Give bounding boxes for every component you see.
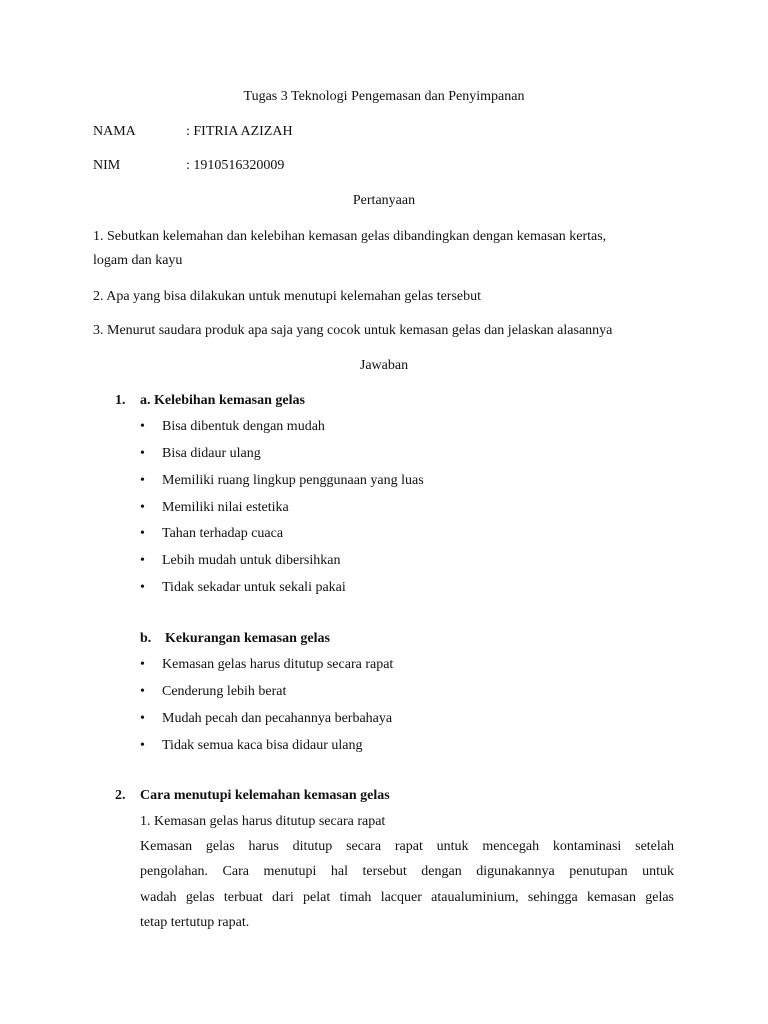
kekurangan-item: Cenderung lebih berat [162, 684, 287, 699]
question-1-line-2: logam dan kayu [93, 253, 183, 268]
answer-2-point-1: 1. Kemasan gelas harus ditutup secara rapat [140, 814, 386, 829]
questions-heading: Pertanyaan [352, 193, 416, 208]
paragraph-line: tetap tertutup rapat. [140, 915, 250, 930]
answer-1-number: 1. [115, 393, 126, 408]
kelebihan-item: Tidak sekadar untuk sekali pakai [162, 580, 346, 595]
answer-1b-label: b. [140, 631, 152, 646]
bullet-icon: • [140, 684, 145, 699]
kelebihan-item: Tahan terhadap cuaca [162, 526, 284, 541]
bullet-icon: • [140, 580, 145, 595]
bullet-icon: • [140, 657, 145, 672]
nim-label: NIM [93, 158, 121, 173]
kekurangan-item: Tidak semua kaca bisa didaur ulang [162, 738, 363, 753]
bullet-icon: • [140, 738, 145, 753]
paragraph-line: Kemasan gelas harus ditutup secara rapat untuk mencegah kontaminasi setelah [140, 839, 674, 854]
document-title: Tugas 3 Teknologi Pengemasan dan Penyimpanan [243, 89, 525, 104]
bullet-icon: • [140, 446, 145, 461]
kelebihan-item: Memiliki nilai estetika [162, 500, 289, 515]
nama-value: : FITRIA AZIZAH [186, 124, 293, 139]
question-3: 3. Menurut saudara produk apa saja yang cocok untuk kemasan gelas dan jelaskan alasannya [93, 323, 613, 338]
nama-label: NAMA [93, 124, 136, 139]
answers-heading: Jawaban [359, 358, 409, 373]
question-1-line-1: 1. Sebutkan kelemahan dan kelebihan kemasan gelas dibandingkan dengan kemasan kertas, [93, 229, 607, 244]
answer-2-title: Cara menutupi kelemahan kemasan gelas [140, 788, 390, 803]
bullet-icon: • [140, 473, 145, 488]
bullet-icon: • [140, 500, 145, 515]
kelebihan-item: Memiliki ruang lingkup penggunaan yang luas [162, 473, 424, 488]
kelebihan-item: Lebih mudah untuk dibersihkan [162, 553, 341, 568]
bullet-icon: • [140, 553, 145, 568]
nim-value: : 1910516320009 [186, 158, 285, 173]
answer-1b-title: Kekurangan kemasan gelas [165, 631, 330, 646]
bullet-icon: • [140, 526, 145, 541]
kelebihan-item: Bisa dibentuk dengan mudah [162, 419, 325, 434]
kekurangan-item: Kemasan gelas harus ditutup secara rapat [162, 657, 394, 672]
answer-2-number: 2. [115, 788, 126, 803]
kekurangan-item: Mudah pecah dan pecahannya berbahaya [162, 711, 393, 726]
paragraph-line: pengolahan. Cara menutupi hal tersebut dengan digunakannya penutupan untuk [140, 864, 674, 879]
paragraph-line: wadah gelas terbuat dari pelat timah lacquer ataualuminium, sehingga kemasan gelas [140, 890, 674, 905]
bullet-icon: • [140, 419, 145, 434]
bullet-icon: • [140, 711, 145, 726]
question-2: 2. Apa yang bisa dilakukan untuk menutupi kelemahan gelas tersebut [93, 289, 482, 304]
answer-1a-title: a. Kelebihan kemasan gelas [140, 393, 305, 408]
kelebihan-item: Bisa didaur ulang [162, 446, 261, 461]
